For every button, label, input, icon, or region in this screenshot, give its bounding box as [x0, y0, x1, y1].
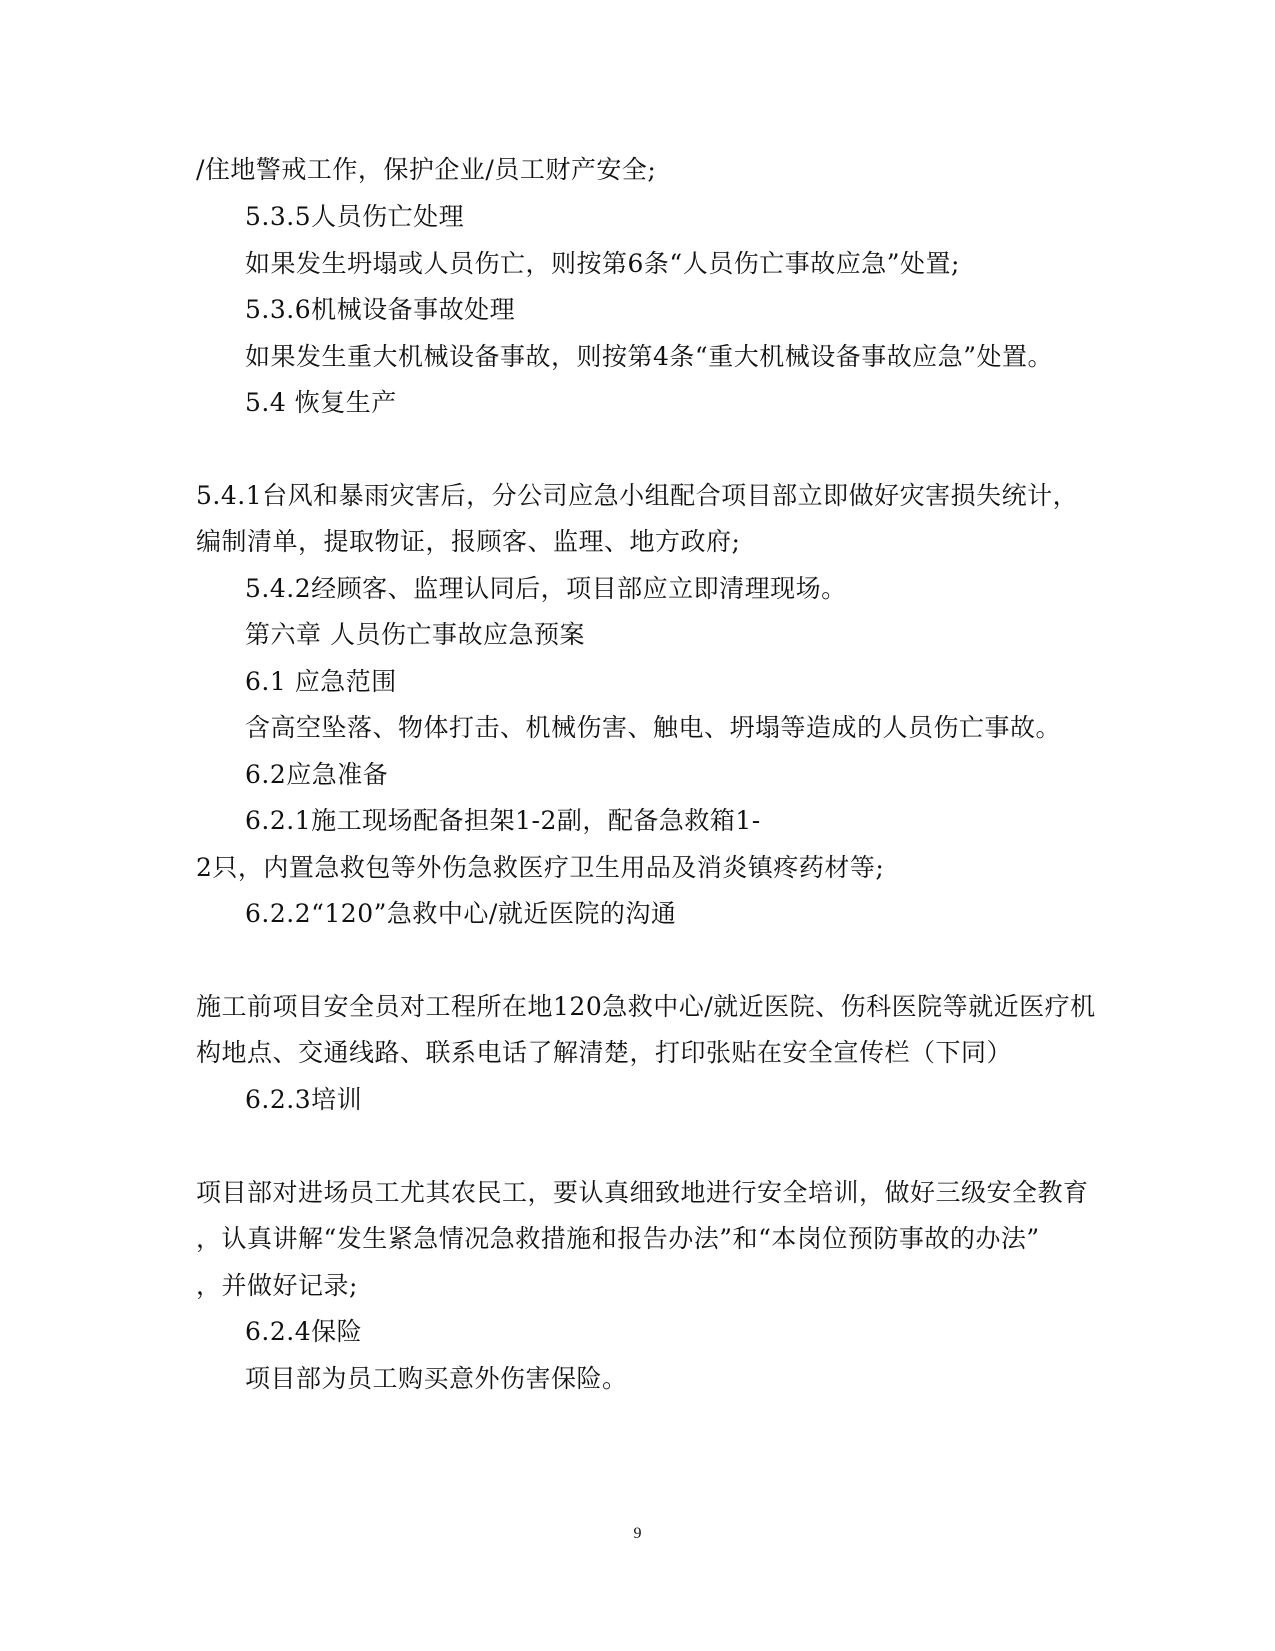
- text-line: 6.2.1施工现场配备担架1-2副，配备急救箱1-: [245, 806, 761, 835]
- section-heading: 5.3.6机械设备事故处理: [245, 295, 516, 324]
- text-line: 如果发生坍塌或人员伤亡，则按第6条“人员伤亡事故应急”处置;: [245, 249, 960, 278]
- text-line: 含高空坠落、物体打击、机械伤害、触电、坍塌等造成的人员伤亡事故。: [245, 713, 1062, 742]
- section-heading: 6.2.2“120”急救中心/就近医院的沟通: [245, 899, 677, 928]
- text-line: 项目部对进场员工尤其农民工，要认真细致地进行安全培训，做好三级安全教育: [196, 1178, 1089, 1207]
- text-line: ，认真讲解“发生紧急情况急救措施和报告办法”和“本岗位预防事故的办法”: [196, 1224, 1040, 1253]
- text-line: /住地警戒工作，保护企业/员工财产安全;: [196, 155, 657, 184]
- section-heading: 5.4 恢复生产: [245, 388, 397, 417]
- section-heading: 5.3.5人员伤亡处理: [245, 202, 465, 231]
- chapter-heading: 第六章 人员伤亡事故应急预案: [245, 620, 585, 649]
- text-line: 施工前项目安全员对工程所在地120急救中心/就近医院、伤科医院等就近医疗机: [196, 992, 1096, 1021]
- text-line: 如果发生重大机械设备事故，则按第4条“重大机械设备事故应急”处置。: [245, 342, 1053, 371]
- text-line: ，并做好记录;: [196, 1271, 358, 1300]
- text-line: 项目部为员工购买意外伤害保险。: [245, 1364, 628, 1393]
- text-line: 编制清单，提取物证，报顾客、监理、地方政府;: [196, 527, 741, 556]
- section-heading: 6.2.3培训: [245, 1085, 363, 1114]
- page-number: 9: [633, 1525, 642, 1542]
- text-line: 5.4.2经顾客、监理认同后，项目部应立即清理现场。: [245, 574, 847, 603]
- section-heading: 6.2应急准备: [245, 760, 389, 789]
- text-line: 5.4.1台风和暴雨灾害后，分公司应急小组配合项目部立即做好灾害损失统计，: [196, 481, 1079, 510]
- section-heading: 6.2.4保险: [245, 1317, 363, 1346]
- text-line: 构地点、交通线路、联系电话了解清楚，打印张贴在安全宣传栏（下同）: [196, 1038, 1013, 1067]
- section-heading: 6.1 应急范围: [245, 667, 397, 696]
- text-line: 2只，内置急救包等外伤急救医疗卫生用品及消炎镇疼药材等;: [196, 853, 885, 882]
